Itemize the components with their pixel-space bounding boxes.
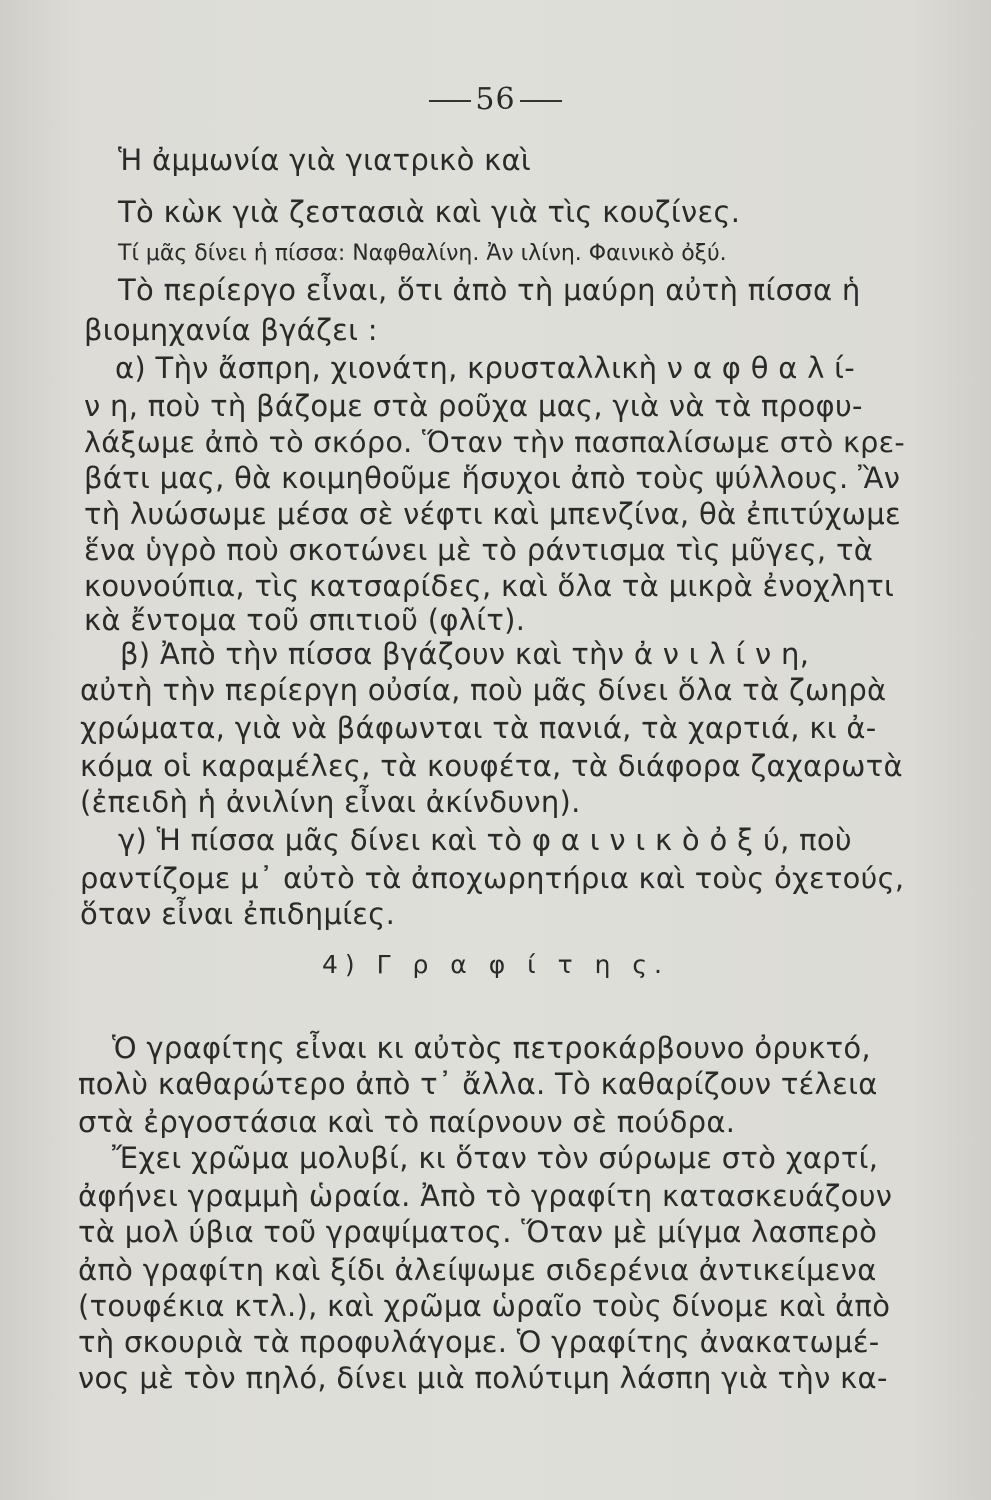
text-line-25: Ἔχει χρῶμα μολυβί, κι ὅταν τὸν σύρωμε στὸ χαρτί,: [112, 1141, 879, 1175]
text-line-13: κὰ ἔντομα τοῦ σπιτιοῦ (φλίτ).: [84, 603, 526, 637]
section-heading: 4) Γ ρ α φ ί τ η ς.: [322, 950, 669, 979]
text-line-12: κουνούπια, τὶς κατσαρίδες, καὶ ὅλα τὰ μικρὰ ἐνοχλητι: [84, 569, 895, 603]
page-number-text: 56: [475, 82, 516, 117]
text-line-10: τὴ λυώσωμε μέσα σὲ νέφτι καὶ μπενζίνα, θὰ ἐπιτύχωμε: [84, 497, 901, 531]
text-line-30: τὴ σκουριὰ τὰ προφυλάγομε. Ὁ γραφίτης ἀνακατωμέ-: [78, 1325, 880, 1359]
text-line-20: ραντίζομε μ᾽ αὐτὸ τὰ ἀποχωρητήρια καὶ τοὺς ὀχετούς,: [80, 861, 905, 895]
text-line-24: στὰ ἐργοστάσια καὶ τὸ παίρνουν σὲ πούδρα.: [78, 1105, 736, 1139]
text-line-4: Τὸ περίεργο εἶναι, ὅτι ἀπὸ τὴ μαύρη αὐτὴ πίσσα ἡ: [118, 273, 861, 307]
text-line-22: Ὁ γραφίτης εἶναι κι αὐτὸς πετροκάρβουνο ὀρυκτό,: [112, 1031, 871, 1065]
page-number: [0, 82, 991, 117]
text-line-9: βάτι μας, θὰ κοιμηθοῦμε ἥσυχοι ἀπὸ τοὺς ψύλλους. Ἂν: [84, 461, 901, 495]
text-line-21: ὅταν εἶναι ἐπιδημίες.: [80, 897, 396, 931]
text-line-3: Τί μᾶς δίνει ἡ πίσσα: Ναφθαλίνη. Ἀν ιλίνη. Φαινικὸ ὀξύ.: [118, 241, 727, 266]
text-line-14: β) Ἀπὸ τὴν πίσσα βγάζουν καὶ τὴν ἀ ν ι λ ί ν η,: [120, 637, 810, 671]
text-line-6: α) Τὴν ἄσπρη, χιονάτη, κρυσταλλικὴ ν α φ θ α λ ί-: [115, 351, 856, 385]
left-dash: [429, 100, 471, 102]
text-line-15: αὐτὴ τὴν περίεργη οὐσία, ποὺ μᾶς δίνει ὅλα τὰ ζωηρὰ: [80, 673, 887, 707]
text-line-28: ἀπὸ γραφίτη καὶ ξίδι ἀλείψωμε σιδερένια ἀντικείμενα: [78, 1253, 877, 1287]
text-line-16: χρώματα, γιὰ νὰ βάφωνται τὰ πανιά, τὰ χαρτιά, κι ἀ-: [80, 711, 877, 745]
right-dash: [520, 100, 562, 102]
text-line-2: Τὸ κὼκ γιὰ ζεστασιὰ καὶ γιὰ τὶς κουζίνες.: [118, 195, 741, 229]
text-line-17: κόμα οἱ καραμέλες, τὰ κουφέτα, τὰ διάφορα ζαχαρωτὰ: [80, 749, 903, 783]
text-line-7: ν η, ποὺ τὴ βάζομε στὰ ροῦχα μας, γιὰ νὰ τὰ προφυ-: [84, 389, 863, 423]
text-line-27: τὰ μολ ύβια τοῦ γραψίματος. Ὅταν μὲ μίγμα λασπερὸ: [78, 1215, 878, 1249]
text-line-5: βιομηχανία βγάζει :: [84, 313, 378, 347]
text-line-31: νος μὲ τὸν πηλό, δίνει μιὰ πολύτιμη λάσπη γιὰ τὴν κα-: [78, 1361, 888, 1395]
text-line-1: Ἡ ἀμμωνία γιὰ γιατρικὸ καὶ: [118, 143, 532, 177]
text-line-23: πολὺ καθαρώτερο ἀπὸ τ᾽ ἄλλα. Τὸ καθαρίζουν τέλεια: [78, 1067, 878, 1101]
text-line-19: γ) Ἡ πίσσα μᾶς δίνει καὶ τὸ φ α ι ν ι κ ὸ ὀ ξ ύ, ποὺ: [118, 823, 853, 857]
text-line-11: ἕνα ὑγρὸ ποὺ σκοτώνει μὲ τὸ ράντισμα τὶς μῦγες, τὰ: [84, 533, 874, 567]
text-line-18: (ἐπειδὴ ἡ ἀνιλίνη εἶναι ἀκίνδυνη).: [80, 785, 581, 819]
text-line-26: ἀφήνει γραμμὴ ὡραία. Ἀπὸ τὸ γραφίτη κατασκευάζουν: [78, 1179, 893, 1213]
text-line-29: (τουφέκια κτλ.), καὶ χρῶμα ὡραῖο τοὺς δίνομε καὶ ἀπὸ: [78, 1289, 891, 1323]
text-line-8: λάξωμε ἀπὸ τὸ σκόρο. Ὅταν τὴν πασπαλίσωμε στὸ κρε-: [84, 425, 906, 459]
